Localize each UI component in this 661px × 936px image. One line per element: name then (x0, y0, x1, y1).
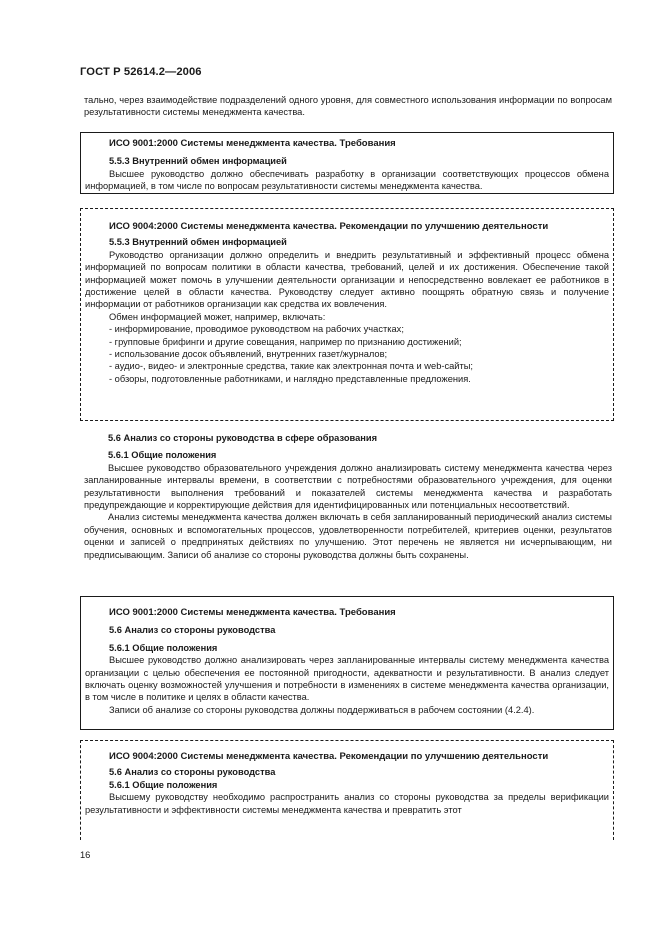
list-item: - информирование, проводимое руководством на рабочих участках; (109, 324, 404, 335)
section-paragraph: Анализ системы менеджмента качества должен включать в себя запланированный периодический анализ системы обучения, основных и вспомогательных процессов, удовлетворенности потребителей, критериев оценки, результатов оценки и записей о предпринятых действиях по улучшению. Этот перечень не является ни исчерпывающим, ни предписывающим. Записи об анализе со стороны руководства должны быть сохранены. (84, 512, 612, 560)
clause-text: Записи об анализе со стороны руководства должны поддерживаться в рабочем состоянии (4.2.4). (109, 704, 535, 715)
list-item: - аудио-, видео- и электронные средства, такие как электронная почта и web-сайты; (109, 361, 473, 372)
intro-paragraph: тально, через взаимодействие подразделений одного уровня, для совместного использования информации по вопросам результативности системы менеджмента качества. (84, 95, 612, 118)
clause-heading: 5.6 Анализ со стороны руководства (109, 767, 276, 778)
iso9004-quote-box (80, 208, 614, 421)
list-item: - обзоры, подготовленные работниками, и наглядно представленные предложения. (109, 373, 471, 384)
list-intro: Обмен информацией может, например, включать: (109, 311, 326, 322)
page-number: 16 (80, 850, 91, 860)
intro-section (84, 94, 612, 119)
clause-text: Высшему руководству необходимо распространить анализ со стороны руководства за пределы верификации результативности и эффективности системы менеджмента качества и превратить этот (85, 792, 609, 815)
clause-text: Руководство организации должно определить и внедрить результативный и эффективный процесс обмена информацией по вопросам политики в области качества, требований, целей и их достижения. Обеспечение такой информацией может помочь в улучшении деятельности организации и непосредственно вовлекает ее работников в достижение целей в области качества. Руководству следует активно поощрять обратную связь и получение информации от работников организации как средства их вовлечения. (85, 249, 609, 310)
section-heading: 5.6 Анализ со стороны руководства в сфере образования (108, 433, 378, 443)
clause-heading: 5.5.3 Внутренний обмен информацией (109, 156, 287, 167)
standard-title: ИСО 9004:2000 Системы менеджмента качества. Рекомендации по улучшению деятельности (109, 751, 549, 762)
standard-title: ИСО 9004:2000 Системы менеджмента качества. Рекомендации по улучшению деятельности (109, 221, 549, 232)
subclause-heading: 5.6.1 Общие положения (109, 779, 218, 790)
iso9004-review-box (80, 740, 614, 840)
clause-heading: 5.5.3 Внутренний обмен информацией (109, 237, 287, 248)
standard-title: ИСО 9001:2000 Системы менеджмента качества. Требования (109, 607, 396, 618)
iso9001-review-box (80, 596, 614, 730)
subsection-heading: 5.6.1 Общие положения (108, 450, 217, 461)
standard-title: ИСО 9001:2000 Системы менеджмента качества. Требования (109, 138, 396, 149)
section-5-6 (84, 432, 612, 561)
clause-text: Высшее руководство должно обеспечивать разработку в организации соответствующих процессов обмена информацией, в том числе по вопросам результативности системы менеджмента качества. (85, 168, 609, 192)
subclause-heading: 5.6.1 Общие положения (109, 642, 218, 653)
section-paragraph: Высшее руководство образовательного учреждения должно анализировать систему менеджмента качества через запланированные интервалы времени, в соответствии с потребностями образовательного учреждения, для оценки результативности выполнения требований и показателей системы менеджмента качества и разработать предупреждающие и корректирующие действия для идентифицированных или потенциальных несоответствий. (84, 462, 612, 511)
list-item: - групповые брифинги и другие совещания, например по признанию достижений; (109, 336, 462, 347)
clause-text: Высшее руководство должно анализировать через запланированные интервалы систему менеджмента качества организации с целью обеспечения ее постоянной пригодности, адекватности и результативности. В анализ следует включать оценку возможностей улучшения и потребности в изменениях в системе менеджмента качества организации, в том числе в политике и целях в области качества. (85, 655, 609, 703)
clause-heading: 5.6 Анализ со стороны руководства (109, 625, 276, 636)
document-header: ГОСТ Р 52614.2—2006 (80, 66, 202, 78)
list-item: - использование досок объявлений, внутренних газет/журналов; (109, 349, 388, 360)
iso9001-quote-box (80, 132, 614, 194)
